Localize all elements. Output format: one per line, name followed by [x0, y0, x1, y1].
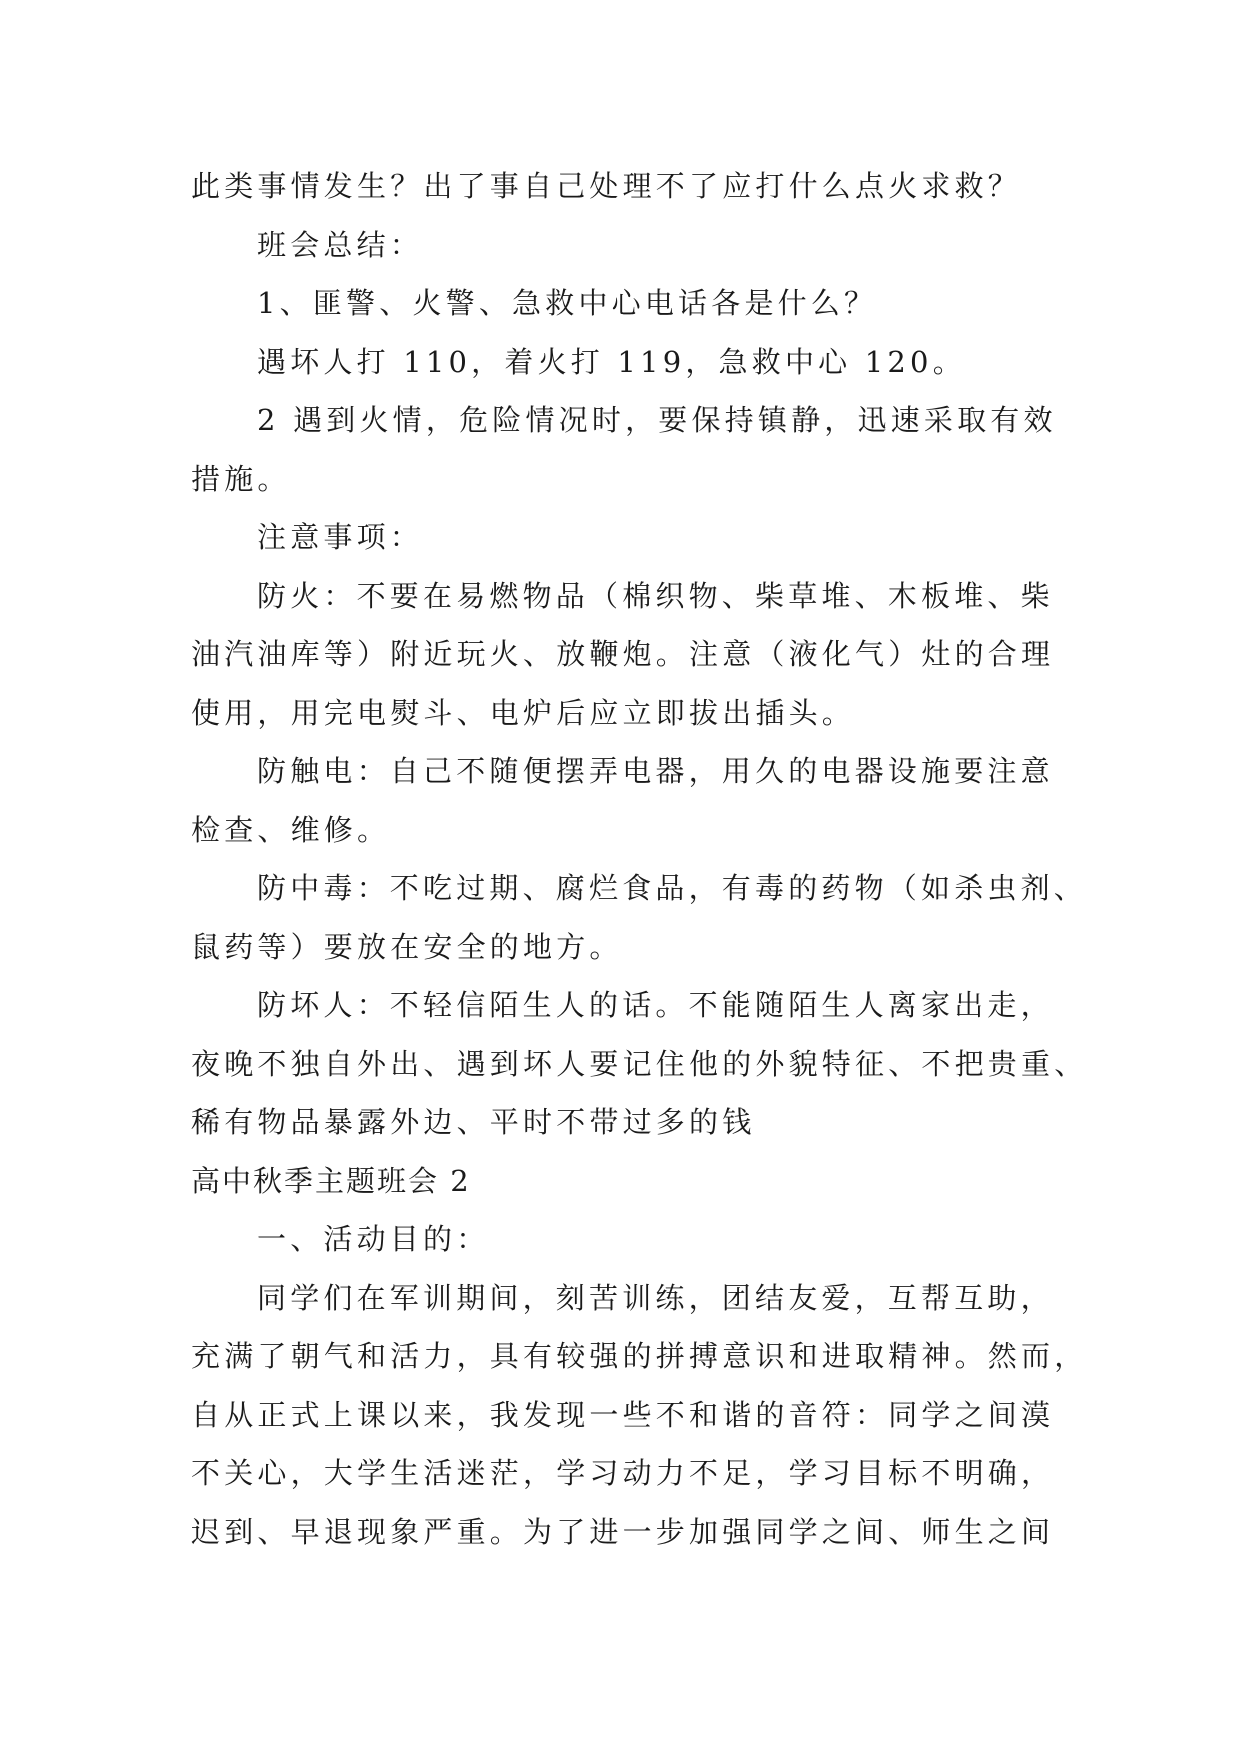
- document-body: [191, 157, 1088, 1561]
- text-line: 防触电：自己不随便摆弄电器，用久的电器设施要注意: [257, 754, 1054, 788]
- section-heading: 高中秋季主题班会 2: [191, 1163, 471, 1198]
- text-line: 措施。: [191, 461, 291, 496]
- text-line: 迟到、早退现象严重。为了进一步加强同学之间、师生之间: [191, 1514, 1055, 1549]
- text-line: 夜晚不独自外出、遇到坏人要记住他的外貌特征、不把贵重、: [191, 1046, 1088, 1081]
- text-line: 同学们在军训期间，刻苦训练，团结友爱，互帮互助，: [257, 1280, 1054, 1315]
- text-line: 1、匪警、火警、急救中心电话各是什么？: [257, 286, 878, 320]
- text-line: 班会总结：: [257, 227, 424, 262]
- text-line: 稀有物品暴露外边、平时不带过多的钱: [191, 1105, 756, 1139]
- text-line: 防坏人：不轻信陌生人的话。不能随陌生人离家出走，: [257, 988, 1054, 1022]
- text-line: 鼠药等）要放在安全的地方。: [191, 929, 623, 964]
- text-line: 使用，用完电熨斗、电炉后应立即拔出插头。: [191, 695, 856, 730]
- text-line: 检查、维修。: [191, 812, 391, 847]
- text-line: 不关心，大学生活迷茫，学习动力不足，学习目标不明确，: [191, 1456, 1055, 1490]
- text-line: 一、活动目的：: [257, 1222, 490, 1256]
- text-line: 遇坏人打 110，着火打 119，急救中心 120。: [257, 344, 966, 379]
- text-line: 注意事项：: [257, 520, 424, 554]
- text-line: 充满了朝气和活力，具有较强的拼搏意识和进取精神。然而，: [191, 1339, 1088, 1373]
- text-line: 此类事情发生？出了事自己处理不了应打什么点火求救？: [191, 169, 1022, 203]
- text-line: 自从正式上课以来，我发现一些不和谐的音符：同学之间漠: [191, 1397, 1055, 1432]
- text-line: 2 遇到火情，危险情况时，要保持镇静，迅速采取有效: [257, 403, 1057, 437]
- text-line: 防火：不要在易燃物品（棉织物、柴草堆、木板堆、柴: [257, 578, 1054, 613]
- text-line: 防中毒：不吃过期、腐烂食品，有毒的药物（如杀虫剂、: [257, 871, 1088, 905]
- text-line: 油汽油库等）附近玩火、放鞭炮。注意（液化气）灶的合理: [191, 637, 1055, 671]
